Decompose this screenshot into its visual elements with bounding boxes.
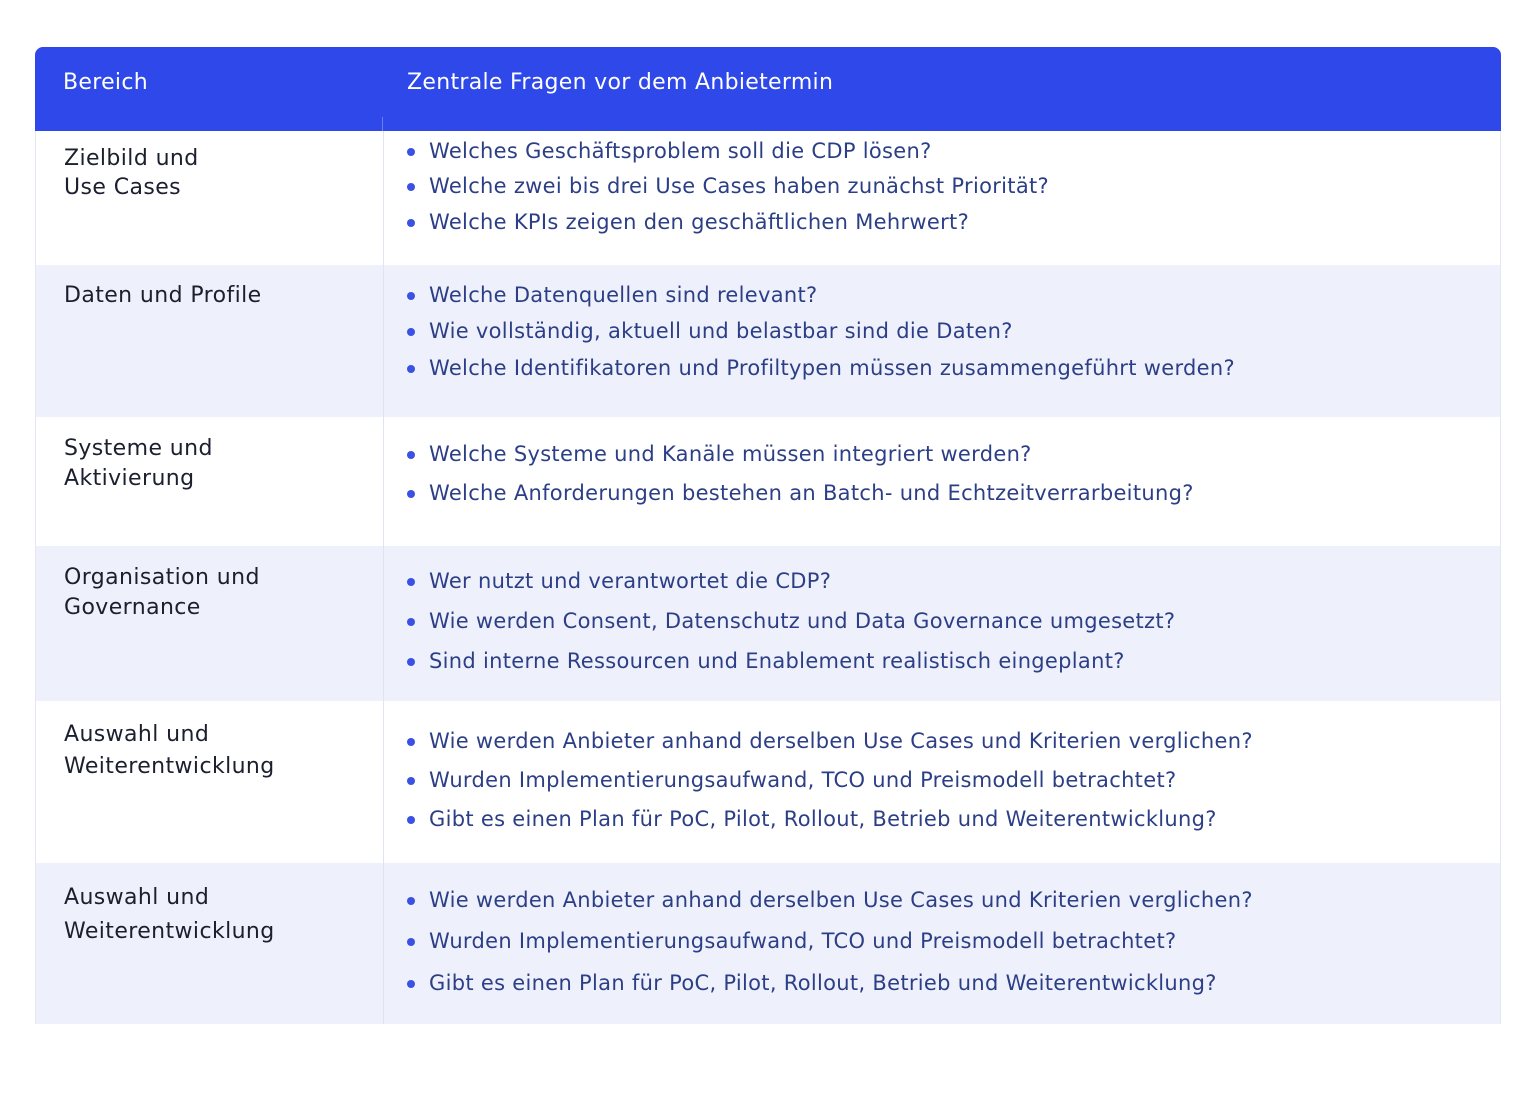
column-divider bbox=[382, 117, 383, 131]
area-label bbox=[64, 434, 364, 494]
area-label bbox=[64, 881, 364, 949]
questions-table bbox=[35, 47, 1501, 1024]
bullet-icon bbox=[407, 148, 415, 156]
column-divider bbox=[383, 546, 384, 701]
area-label-line: Zielbild und bbox=[64, 146, 199, 171]
bullet-icon bbox=[407, 816, 415, 824]
area-label bbox=[64, 563, 364, 623]
question-text: Wurden Implementierungsaufwand, TCO und Preismodell betrachtet? bbox=[429, 929, 1177, 953]
area-label bbox=[64, 719, 364, 783]
question-text: Gibt es einen Plan für PoC, Pilot, Rollout, Betrieb und Weiterentwicklung? bbox=[429, 807, 1217, 831]
question-text: Wie werden Anbieter anhand derselben Use Cases und Kriterien verglichen? bbox=[429, 729, 1253, 753]
area-label bbox=[64, 144, 364, 202]
question-text: Wer nutzt und verantwortet die CDP? bbox=[429, 569, 832, 593]
bullet-icon bbox=[407, 183, 415, 191]
table-row bbox=[35, 701, 1501, 863]
area-label-line: Governance bbox=[64, 595, 201, 620]
bullet-icon bbox=[407, 219, 415, 227]
column-divider bbox=[383, 863, 384, 1024]
bullet-icon bbox=[407, 618, 415, 626]
question-text: Sind interne Ressourcen und Enablement realistisch eingeplant? bbox=[429, 649, 1125, 673]
area-label-line: Aktivierung bbox=[64, 466, 195, 491]
header-area: Bereich bbox=[63, 70, 148, 95]
column-divider bbox=[383, 265, 384, 417]
area-label-line: Use Cases bbox=[64, 175, 181, 200]
column-divider bbox=[383, 701, 384, 863]
bullet-icon bbox=[407, 738, 415, 746]
bullet-icon bbox=[407, 980, 415, 988]
bullet-icon bbox=[407, 292, 415, 300]
question-text: Welche Anforderungen bestehen an Batch- und Echtzeitverrarbeitung? bbox=[429, 481, 1194, 505]
header-questions: Zentrale Fragen vor dem Anbietermin bbox=[407, 70, 834, 95]
question-text: Welche KPIs zeigen den geschäftlichen Mehrwert? bbox=[429, 210, 970, 234]
table-row bbox=[35, 265, 1501, 417]
bullet-icon bbox=[407, 658, 415, 666]
area-label-line: Systeme und bbox=[64, 436, 213, 461]
area-label-line: Weiterentwicklung bbox=[64, 754, 275, 779]
area-label-line: Auswahl und bbox=[64, 885, 210, 910]
table-row bbox=[35, 546, 1501, 701]
column-divider bbox=[383, 131, 384, 265]
question-text: Welche Identifikatoren und Profiltypen müssen zusammengeführt werden? bbox=[429, 356, 1235, 380]
bullet-icon bbox=[407, 578, 415, 586]
area-label bbox=[64, 281, 364, 310]
area-label-line: Auswahl und bbox=[64, 722, 210, 747]
table-row bbox=[35, 131, 1501, 265]
table-header bbox=[35, 47, 1501, 131]
table-row bbox=[35, 863, 1501, 1024]
question-text: Gibt es einen Plan für PoC, Pilot, Rollout, Betrieb und Weiterentwicklung? bbox=[429, 971, 1217, 995]
question-text: Welche Datenquellen sind relevant? bbox=[429, 283, 818, 307]
question-text: Welches Geschäftsproblem soll die CDP lösen? bbox=[429, 139, 932, 163]
column-divider bbox=[383, 417, 384, 546]
bullet-icon bbox=[407, 777, 415, 785]
question-text: Wurden Implementierungsaufwand, TCO und Preismodell betrachtet? bbox=[429, 768, 1177, 792]
area-label-line: Organisation und bbox=[64, 565, 260, 590]
bullet-icon bbox=[407, 938, 415, 946]
bullet-icon bbox=[407, 897, 415, 905]
bullet-icon bbox=[407, 365, 415, 373]
question-text: Welche Systeme und Kanäle müssen integriert werden? bbox=[429, 442, 1032, 466]
bullet-icon bbox=[407, 328, 415, 336]
bullet-icon bbox=[407, 451, 415, 459]
table-row bbox=[35, 417, 1501, 546]
area-label-line: Daten und Profile bbox=[64, 283, 262, 308]
area-label-line: Weiterentwicklung bbox=[64, 919, 275, 944]
bullet-icon bbox=[407, 490, 415, 498]
question-text: Wie vollständig, aktuell und belastbar sind die Daten? bbox=[429, 319, 1013, 343]
question-text: Welche zwei bis drei Use Cases haben zunächst Priorität? bbox=[429, 174, 1049, 198]
question-text: Wie werden Consent, Datenschutz und Data Governance umgesetzt? bbox=[429, 609, 1176, 633]
question-text: Wie werden Anbieter anhand derselben Use Cases und Kriterien verglichen? bbox=[429, 888, 1253, 912]
